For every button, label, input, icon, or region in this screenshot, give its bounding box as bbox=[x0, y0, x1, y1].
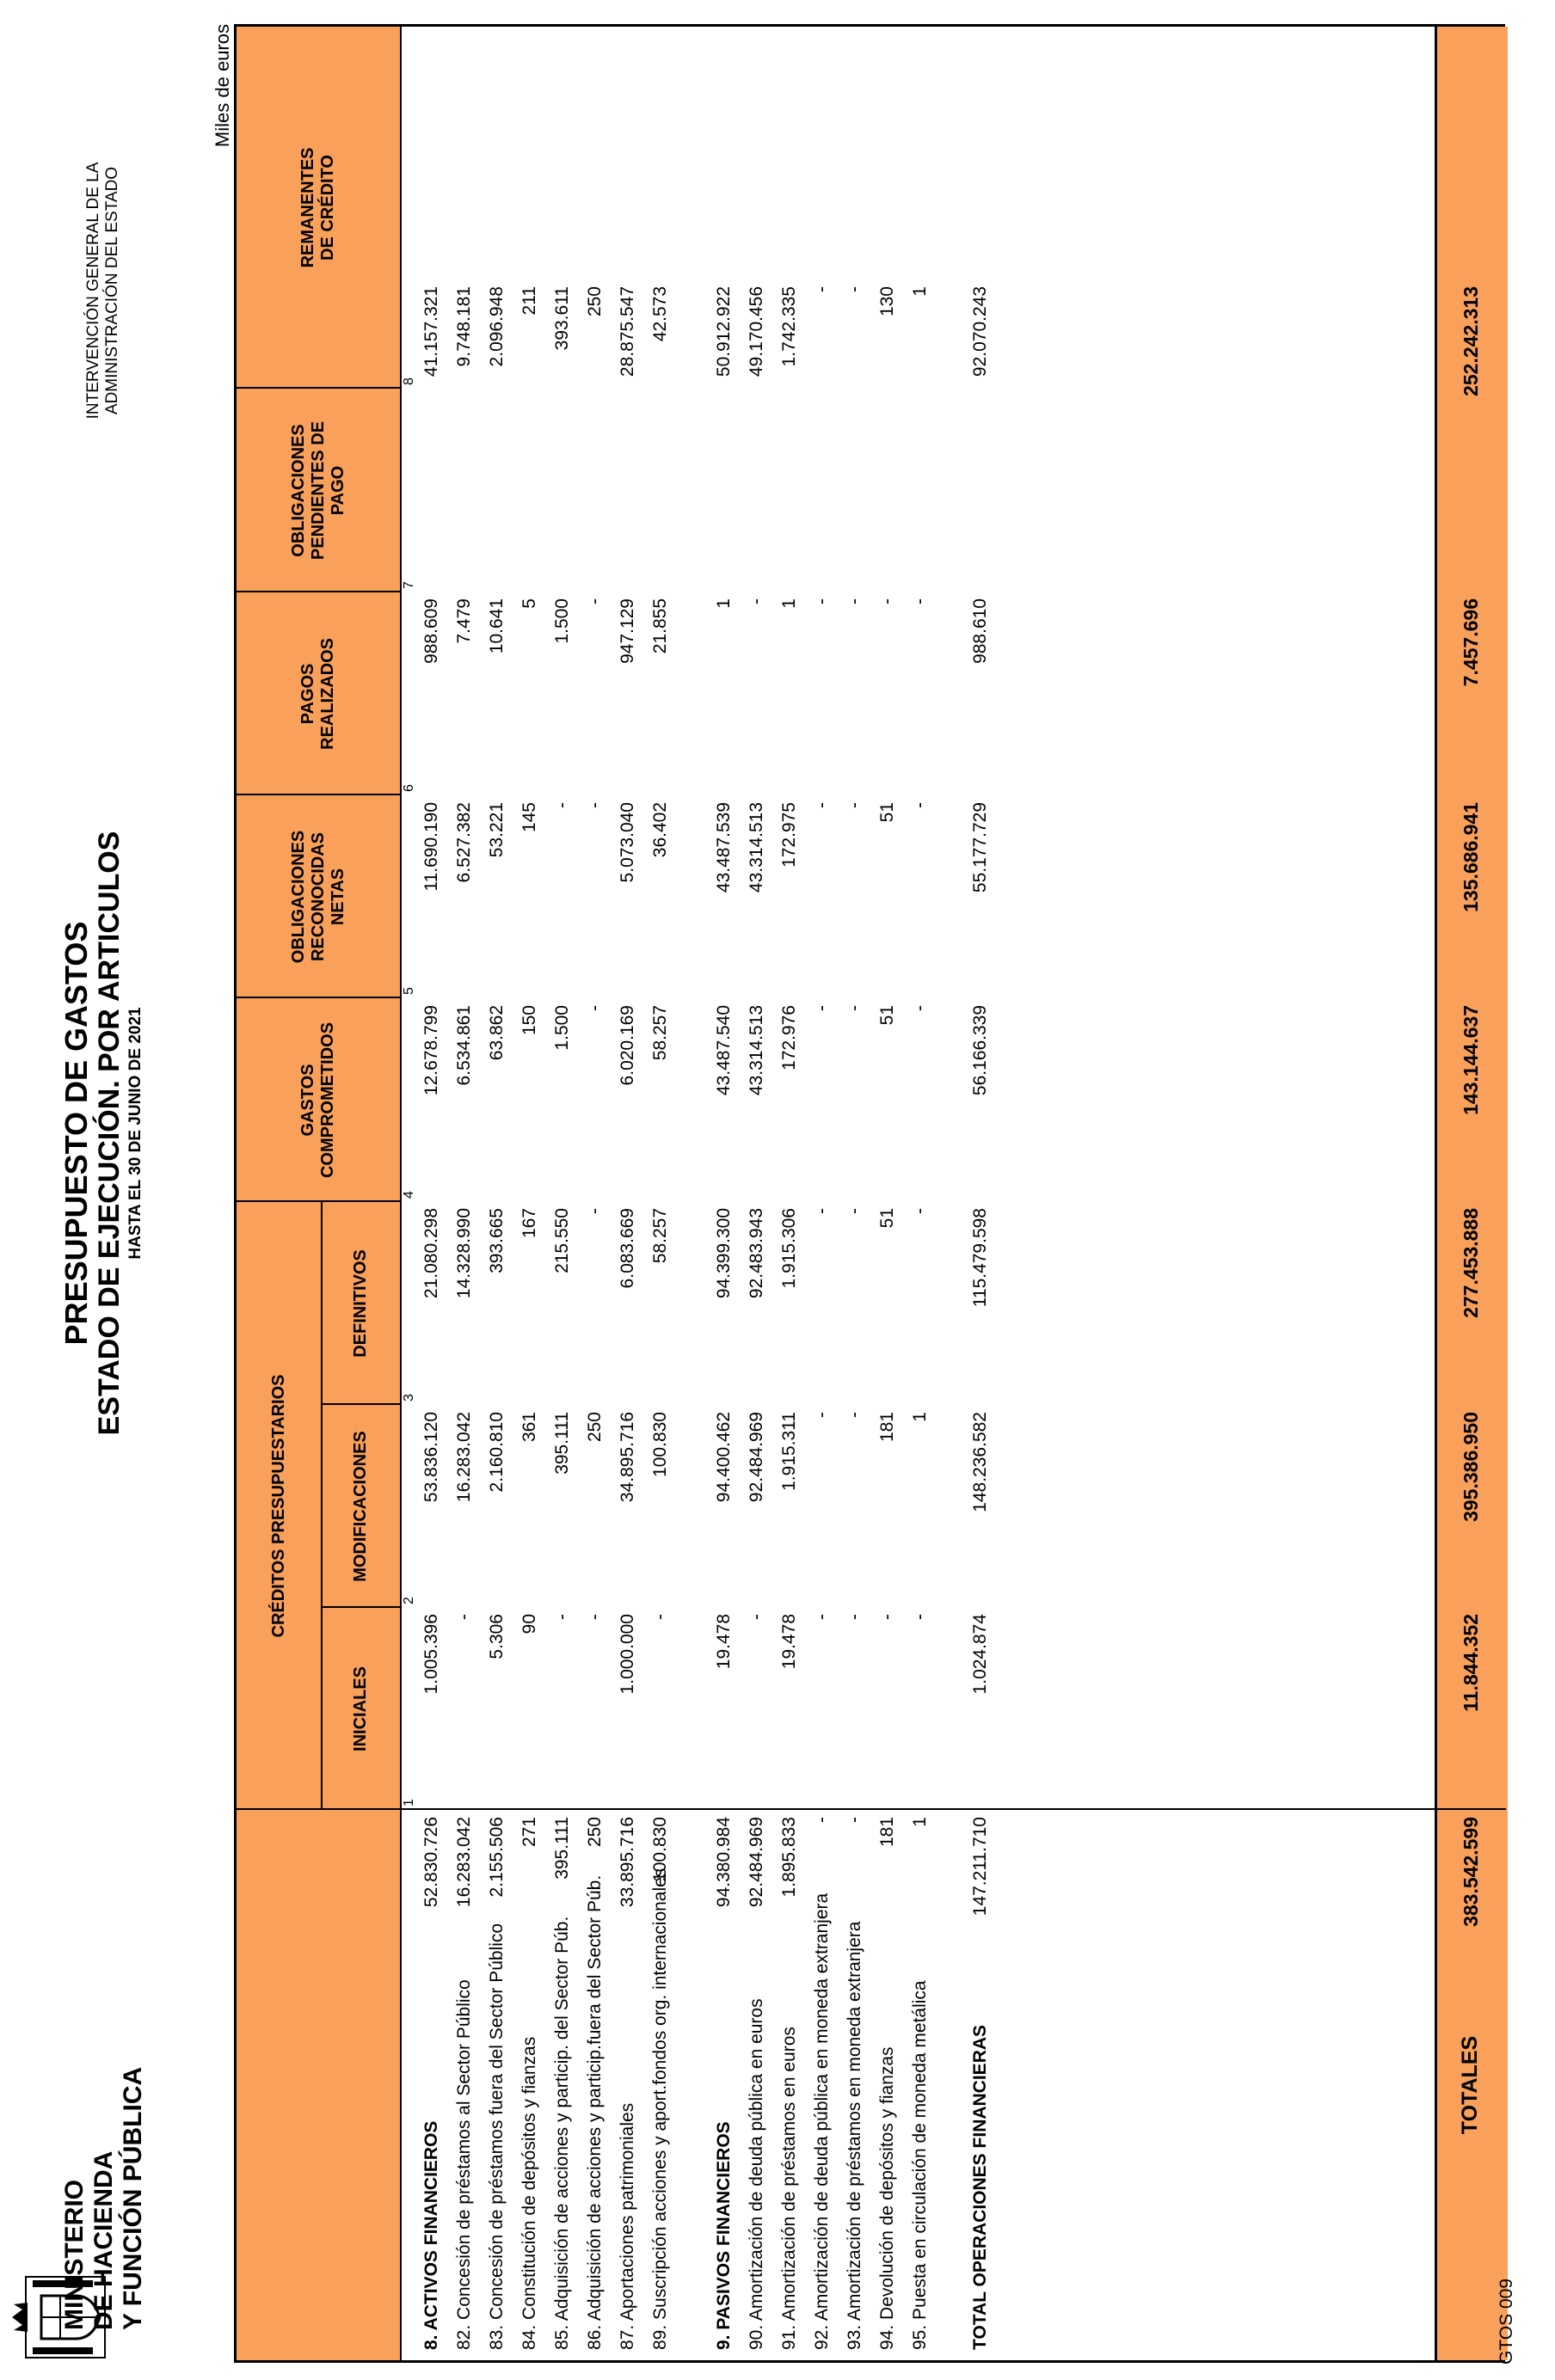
cell-comprometidos: 393.665 bbox=[487, 1208, 507, 1273]
cell-pendientes: 988.609 bbox=[421, 598, 441, 664]
cell-remanentes: 28.875.547 bbox=[618, 286, 637, 377]
cell-remanentes: - bbox=[845, 286, 864, 292]
cell-remanentes: 393.611 bbox=[552, 286, 572, 351]
total-modificaciones: 11.844.352 bbox=[1460, 1614, 1482, 1712]
cell-comprometidos: 92.483.943 bbox=[747, 1208, 766, 1299]
cell-pagos: 55.177.729 bbox=[970, 802, 990, 893]
cell-obligaciones: 63.862 bbox=[487, 1005, 507, 1061]
cell-pagos: 11.690.190 bbox=[421, 802, 441, 892]
report-title bbox=[60, 660, 146, 1606]
cell-pagos: 6.527.382 bbox=[454, 802, 474, 883]
cell-definitivos: 100.830 bbox=[650, 1412, 670, 1477]
cell-remanentes: 250 bbox=[585, 286, 605, 317]
cell-modificaciones: - bbox=[552, 1614, 572, 1620]
title-line-3: HASTA EL 30 DE JUNIO DE 2021 bbox=[126, 1007, 144, 1260]
cell-pagos: 5.073.040 bbox=[618, 802, 637, 883]
cell-obligaciones: 43.314.513 bbox=[747, 1005, 766, 1096]
cell-pendientes: - bbox=[747, 598, 766, 604]
cell-definitivos: - bbox=[812, 1412, 832, 1418]
row-label: 92. Amortización de deuda pública en moneda extranjera bbox=[812, 1892, 832, 2350]
header-remanentes: REMANENTES DE CRÉDITO bbox=[237, 27, 400, 389]
cell-modificaciones: - bbox=[650, 1614, 670, 1620]
col-divider bbox=[321, 1403, 400, 1405]
header-blank bbox=[237, 1810, 400, 2360]
cell-pagos: - bbox=[552, 802, 572, 808]
cell-pendientes: 1 bbox=[714, 598, 734, 609]
cell-definitivos: 148.236.582 bbox=[970, 1412, 990, 1512]
cell-iniciales: 147.211.710 bbox=[970, 1817, 990, 1917]
cell-modificaciones: 1.005.396 bbox=[421, 1614, 441, 1695]
table-row bbox=[747, 27, 774, 2360]
header-pagos: PAGOS REALIZADOS bbox=[237, 592, 400, 795]
cell-definitivos: 361 bbox=[519, 1412, 539, 1443]
col-divider bbox=[1437, 1808, 1506, 1810]
table-row bbox=[650, 27, 678, 2360]
cell-pendientes: - bbox=[910, 598, 930, 604]
cell-modificaciones: - bbox=[845, 1614, 864, 1620]
subheader-divider bbox=[321, 1202, 323, 1810]
cell-modificaciones: 19.478 bbox=[714, 1614, 734, 1670]
total-definitivos: 395.386.950 bbox=[1460, 1412, 1482, 1522]
cell-definitivos: 1 bbox=[910, 1412, 930, 1422]
cell-definitivos: 250 bbox=[585, 1412, 605, 1443]
cell-comprometidos: 21.080.298 bbox=[421, 1208, 441, 1299]
cell-pendientes: 1.500 bbox=[552, 598, 572, 644]
cell-iniciales: 16.283.042 bbox=[454, 1817, 474, 1908]
cell-pagos: 145 bbox=[519, 802, 539, 833]
table-row bbox=[970, 27, 998, 2360]
total-comprometidos: 277.453.888 bbox=[1460, 1208, 1482, 1318]
cell-remanentes: 1 bbox=[910, 286, 930, 297]
total-obligaciones: 143.144.637 bbox=[1460, 1005, 1482, 1115]
cell-obligaciones: 6.534.861 bbox=[454, 1005, 474, 1086]
cell-iniciales: 181 bbox=[877, 1817, 897, 1848]
footer-code: GTOS 009 bbox=[1497, 2279, 1516, 2365]
cell-pagos: - bbox=[812, 802, 832, 808]
cell-obligaciones: - bbox=[910, 1005, 930, 1011]
table-row bbox=[519, 27, 547, 2360]
table-row bbox=[910, 27, 937, 2360]
ministry-line-1: MINISTERIO bbox=[60, 2179, 89, 2330]
cell-modificaciones: 5.306 bbox=[487, 1614, 507, 1659]
ministry-line-2: DE HACIENDA bbox=[89, 2150, 118, 2330]
cell-pendientes: 988.610 bbox=[970, 598, 990, 664]
col-divider bbox=[237, 997, 400, 998]
cell-pendientes: 947.129 bbox=[618, 598, 637, 664]
cell-pagos: 51 bbox=[877, 802, 897, 823]
row-label: TOTAL OPERACIONES FINANCIERAS bbox=[970, 2024, 990, 2350]
col-number: 2 bbox=[402, 1597, 416, 1604]
table-row bbox=[714, 27, 741, 2360]
cell-obligaciones: - bbox=[812, 1005, 832, 1011]
col-number: 3 bbox=[402, 1394, 416, 1402]
cell-comprometidos: 58.257 bbox=[650, 1208, 670, 1264]
row-label: 91. Amortización de préstamos en euros bbox=[779, 2027, 799, 2350]
cell-comprometidos: - bbox=[845, 1208, 864, 1214]
cell-obligaciones: 43.487.540 bbox=[714, 1005, 734, 1096]
ministry-name bbox=[60, 2067, 148, 2330]
cell-definitivos: - bbox=[845, 1412, 864, 1418]
units-label: Miles de euros bbox=[212, 24, 233, 148]
col-number: 8 bbox=[402, 377, 416, 385]
table-row bbox=[779, 27, 807, 2360]
cell-definitivos: 34.895.716 bbox=[618, 1412, 637, 1503]
cell-modificaciones: 1.000.000 bbox=[618, 1614, 637, 1695]
cell-pagos: - bbox=[910, 802, 930, 808]
totals-label: TOTALES bbox=[1458, 2035, 1482, 2135]
cell-pagos: 36.402 bbox=[650, 802, 670, 858]
header-modificaciones: MODIFICACIONES bbox=[321, 1405, 400, 1608]
col-number: 4 bbox=[402, 1191, 416, 1199]
col-divider bbox=[237, 794, 400, 795]
cell-definitivos: 1.915.311 bbox=[779, 1412, 799, 1491]
igae-line-1: INTERVENCIÓN GENERAL DE LA bbox=[84, 162, 102, 420]
cell-modificaciones: - bbox=[812, 1614, 832, 1620]
col-divider bbox=[237, 387, 400, 389]
col-divider bbox=[237, 591, 400, 592]
header-obligaciones: OBLIGACIONES RECONOCIDAS NETAS bbox=[237, 795, 400, 998]
cell-remanentes: 41.157.321 bbox=[421, 286, 441, 377]
cell-modificaciones: - bbox=[747, 1614, 766, 1620]
cell-definitivos: 16.283.042 bbox=[454, 1412, 474, 1503]
table-row bbox=[812, 27, 839, 2360]
cell-remanentes: 1.742.335 bbox=[779, 286, 799, 367]
cell-obligaciones: 172.976 bbox=[779, 1005, 799, 1070]
cell-obligaciones: - bbox=[585, 1005, 605, 1011]
cell-remanentes: 42.573 bbox=[650, 286, 670, 342]
cell-pendientes: 21.855 bbox=[650, 598, 670, 654]
cell-definitivos: 92.484.969 bbox=[747, 1412, 766, 1503]
cell-iniciales: 92.484.969 bbox=[747, 1817, 766, 1908]
cell-iniciales: - bbox=[812, 1817, 832, 1823]
row-label: 9. PASIVOS FINANCIEROS bbox=[714, 2121, 734, 2350]
cell-obligaciones: 1.500 bbox=[552, 1005, 572, 1051]
row-label: 86. Adquisición de acciones y particip.fuera del Sector Púb. bbox=[585, 1874, 605, 2350]
table-row bbox=[552, 27, 580, 2360]
table-row bbox=[487, 27, 514, 2360]
table-row bbox=[421, 27, 449, 2360]
cell-pendientes: 10.641 bbox=[487, 598, 507, 654]
cell-definitivos: 181 bbox=[877, 1412, 897, 1443]
row-label: 84. Constitución de depósitos y fianzas bbox=[519, 2036, 539, 2350]
cell-comprometidos: 115.479.598 bbox=[970, 1208, 990, 1308]
table-row bbox=[877, 27, 905, 2360]
row-label: 87. Aportaciones patrimoniales bbox=[618, 2102, 637, 2350]
cell-pagos: 53.221 bbox=[487, 802, 507, 858]
table-row bbox=[454, 27, 482, 2360]
cell-obligaciones: 6.020.169 bbox=[618, 1005, 637, 1086]
cell-definitivos: 395.111 bbox=[552, 1412, 572, 1475]
cell-obligaciones: - bbox=[845, 1005, 864, 1011]
row-label: 89. Suscripción acciones y aport.fondos org. internacionales bbox=[650, 1868, 670, 2350]
cell-pendientes: - bbox=[845, 598, 864, 604]
total-pendientes: 7.457.696 bbox=[1460, 598, 1482, 687]
cell-remanentes: 50.912.922 bbox=[714, 286, 734, 377]
col-number: 7 bbox=[402, 581, 416, 589]
cell-modificaciones: - bbox=[910, 1614, 930, 1620]
cell-comprometidos: 94.399.300 bbox=[714, 1208, 734, 1299]
table-row bbox=[845, 27, 872, 2360]
igae-line-2: ADMINISTRACIÓN DEL ESTADO bbox=[103, 166, 121, 415]
col-number: 6 bbox=[402, 784, 416, 792]
title-line-1: PRESUPUESTO DE GASTOS bbox=[58, 921, 94, 1346]
budget-table bbox=[234, 24, 1505, 2363]
cell-remanentes: 49.170.456 bbox=[747, 286, 766, 377]
cell-remanentes: 211 bbox=[519, 286, 539, 316]
cell-pendientes: - bbox=[877, 598, 897, 604]
cell-pendientes: 5 bbox=[519, 598, 539, 609]
title-line-2: ESTADO DE EJECUCIÓN. POR ARTICULOS bbox=[93, 831, 126, 1436]
total-remanentes: 252.242.313 bbox=[1460, 286, 1482, 396]
header-pendientes: OBLIGACIONES PENDIENTES DE PAGO bbox=[237, 389, 400, 592]
cell-pendientes: - bbox=[812, 598, 832, 604]
cell-obligaciones: 51 bbox=[877, 1005, 897, 1026]
cell-pendientes: 1 bbox=[779, 598, 799, 609]
header-creditos: CRÉDITOS PRESUPUESTARIOS bbox=[237, 1202, 321, 1810]
row-label: 94. Devolución de depósitos y fianzas bbox=[877, 2046, 897, 2350]
cell-remanentes: 9.748.181 bbox=[454, 286, 474, 367]
cell-iniciales: 33.895.716 bbox=[618, 1817, 637, 1908]
cell-comprometidos: 167 bbox=[519, 1208, 539, 1239]
col-divider bbox=[237, 1200, 400, 1202]
header-comprometidos: GASTOS COMPROMETIDOS bbox=[237, 998, 400, 1202]
cell-iniciales: 271 bbox=[519, 1817, 539, 1848]
header-definitivos: DEFINITIVOS bbox=[321, 1202, 400, 1405]
row-label: 82. Concesión de préstamos al Sector Público bbox=[454, 1979, 474, 2350]
row-label: 95. Puesta en circulación de moneda metálica bbox=[910, 1980, 930, 2350]
cell-iniciales: 395.111 bbox=[552, 1817, 572, 1880]
cell-comprometidos: - bbox=[910, 1208, 930, 1214]
cell-iniciales: 2.155.506 bbox=[487, 1817, 507, 1898]
table-row bbox=[618, 27, 645, 2360]
cell-obligaciones: 150 bbox=[519, 1005, 539, 1036]
row-label: 83. Concesión de préstamos fuera del Sector Público bbox=[487, 1923, 507, 2350]
cell-pagos: - bbox=[845, 802, 864, 808]
cell-pendientes: - bbox=[585, 598, 605, 604]
header-iniciales: INICIALES bbox=[321, 1608, 400, 1810]
cell-remanentes: 2.096.948 bbox=[487, 286, 507, 367]
cell-iniciales: 94.380.984 bbox=[714, 1817, 734, 1908]
cell-comprometidos: 1.915.306 bbox=[779, 1208, 799, 1289]
cell-remanentes: - bbox=[812, 286, 832, 292]
cell-modificaciones: - bbox=[877, 1614, 897, 1620]
cell-iniciales: 100.830 bbox=[650, 1817, 670, 1882]
cell-comprometidos: - bbox=[812, 1208, 832, 1214]
cell-pendientes: 7.479 bbox=[454, 598, 474, 644]
row-label: 93. Amortización de préstamos en moneda extranjera bbox=[845, 1921, 864, 2350]
total-pagos: 135.686.941 bbox=[1460, 802, 1482, 912]
cell-obligaciones: 58.257 bbox=[650, 1005, 670, 1061]
cell-comprometidos: 6.083.669 bbox=[618, 1208, 637, 1289]
cell-modificaciones: 90 bbox=[519, 1614, 539, 1635]
cell-iniciales: - bbox=[845, 1817, 864, 1823]
total-iniciales: 383.542.599 bbox=[1460, 1817, 1482, 1927]
table-row bbox=[585, 27, 612, 2360]
cell-definitivos: 53.836.120 bbox=[421, 1412, 441, 1503]
cell-remanentes: 130 bbox=[877, 286, 897, 317]
col-number: 5 bbox=[402, 987, 416, 995]
cell-iniciales: 250 bbox=[585, 1817, 605, 1848]
col-divider bbox=[321, 1606, 400, 1608]
cell-comprometidos: - bbox=[585, 1208, 605, 1214]
cell-iniciales: 52.830.726 bbox=[421, 1817, 441, 1908]
cell-comprometidos: 51 bbox=[877, 1208, 897, 1229]
cell-obligaciones: 12.678.799 bbox=[421, 1005, 441, 1096]
cell-modificaciones: 1.024.874 bbox=[970, 1614, 990, 1695]
row-label: 90. Amortización de deuda pública en euros bbox=[747, 1998, 766, 2350]
cell-definitivos: 94.400.462 bbox=[714, 1412, 734, 1503]
cell-pagos: 43.314.513 bbox=[747, 802, 766, 893]
totals-row bbox=[1435, 27, 1508, 2360]
cell-pagos: 172.975 bbox=[779, 802, 799, 868]
cell-modificaciones: 19.478 bbox=[779, 1614, 799, 1670]
igae-label bbox=[84, 50, 122, 531]
col-number: 1 bbox=[402, 1799, 416, 1806]
cell-iniciales: 1.895.833 bbox=[779, 1817, 799, 1898]
cell-obligaciones: 56.166.339 bbox=[970, 1005, 990, 1096]
cell-remanentes: 92.070.243 bbox=[970, 286, 990, 377]
cell-pagos: 43.487.539 bbox=[714, 802, 734, 893]
ministry-line-3: Y FUNCIÓN PÚBLICA bbox=[119, 2066, 147, 2330]
row-label: 85. Adquisición de acciones y particip. del Sector Púb. bbox=[552, 1916, 572, 2350]
cell-comprometidos: 215.550 bbox=[552, 1208, 572, 1273]
cell-definitivos: 2.160.810 bbox=[487, 1412, 507, 1493]
cell-modificaciones: - bbox=[585, 1614, 605, 1620]
cell-modificaciones: - bbox=[454, 1614, 474, 1620]
row-label: 8. ACTIVOS FINANCIEROS bbox=[421, 2120, 441, 2350]
cell-pagos: - bbox=[585, 802, 605, 808]
cell-comprometidos: 14.328.990 bbox=[454, 1208, 474, 1299]
cell-iniciales: 1 bbox=[910, 1817, 930, 1827]
